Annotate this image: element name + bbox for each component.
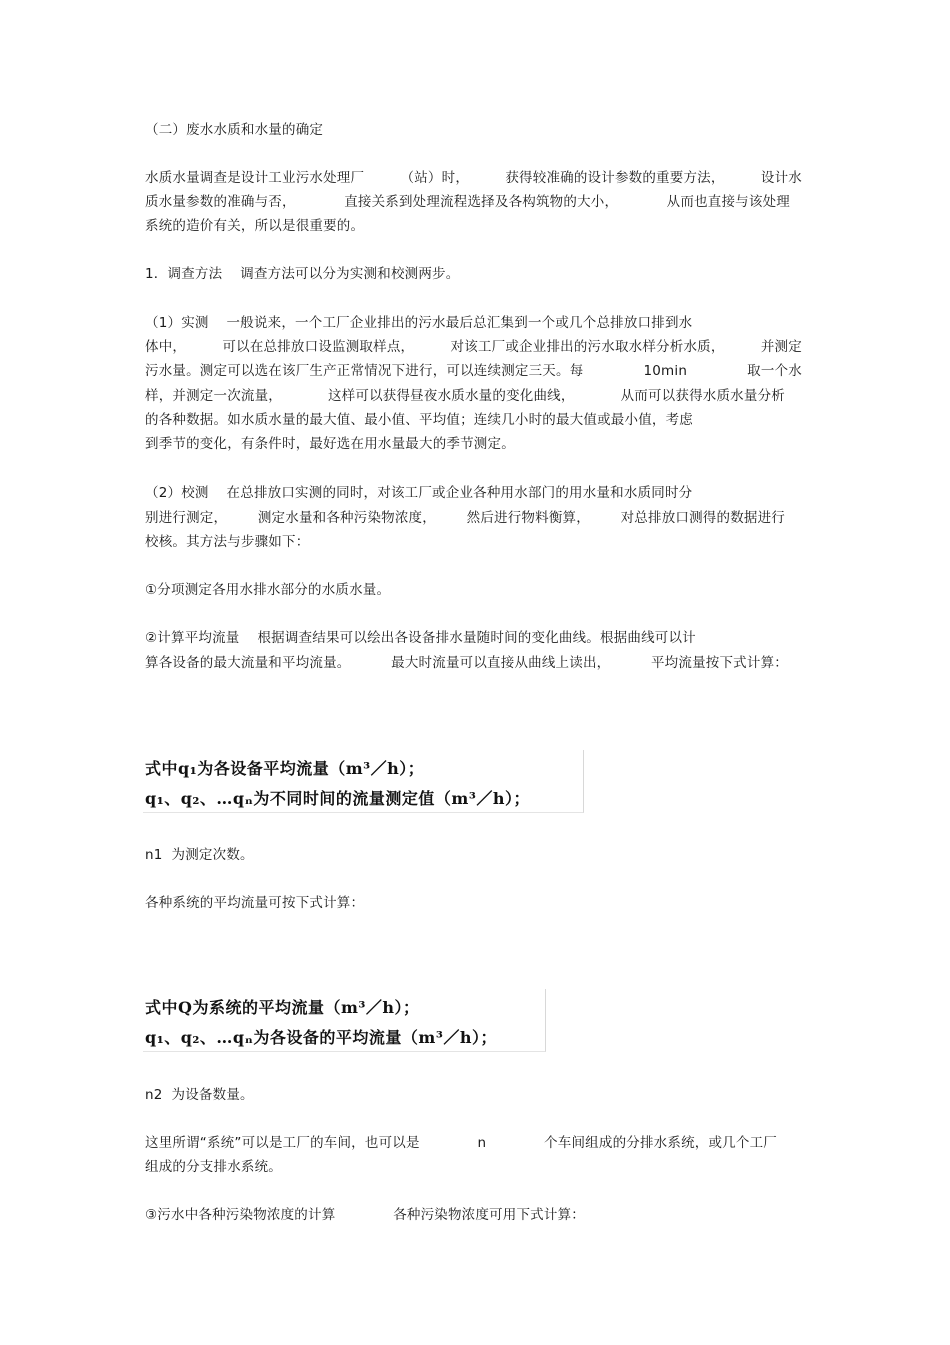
- text-run: 个车间组成的分排水系统，或几个工厂: [544, 1135, 777, 1151]
- step2-line-1: ②计算平均流量 根据调查结果可以绘出各设备排水量随时间的变化曲线。根据曲线可以计: [145, 630, 696, 646]
- text-run: 污水量。测定可以选在该厂生产正常情况下进行，可以连续测定三天。每: [145, 363, 584, 379]
- step2-line-2: [145, 655, 788, 671]
- intro-line-2: [145, 194, 790, 210]
- text-run: 平均流量按下式计算：: [650, 655, 788, 671]
- measure-line-1: （1）实测 一般说来，一个工厂企业排出的污水最后总汇集到一个或几个总排放口排到水: [145, 315, 693, 331]
- text-run: 测定水量和各种污染物浓度，: [257, 510, 436, 526]
- step3-line: [145, 1207, 585, 1223]
- text-run: 体中，: [145, 339, 187, 355]
- text-run: 对该工厂或企业排出的污水取水样分析水质，: [450, 339, 725, 355]
- text-run: 水质水量调查是设计工业污水处理厂: [145, 170, 365, 186]
- measure-line-2: [145, 339, 802, 355]
- step1-line: ①分项测定各用水排水部分的水质水量。: [145, 582, 391, 598]
- formula-image-1: [143, 750, 584, 813]
- measure-line-4: [145, 388, 785, 404]
- text-run: 质水量参数的准确与否，: [145, 194, 296, 210]
- text-run: （站）时，: [400, 170, 470, 186]
- formula2-line-1: 式中Q为系统的平均流量（m³／h）；: [145, 998, 420, 1017]
- section-title: （二）废水水质和水量的确定: [145, 122, 324, 138]
- formula1-line-1: 式中q₁为各设备平均流量（m³／h）；: [145, 759, 425, 778]
- text-run: 从而可以获得水质水量分析: [620, 388, 785, 404]
- text-run: ③污水中各种污染物浓度的计算: [145, 1207, 336, 1223]
- formula-image-2: [143, 989, 546, 1052]
- measure-line-6: 到季节的变化，有条件时，最好选在用水量最大的季节测定。: [145, 436, 515, 452]
- text-run: 这里所谓“系统”可以是工厂的车间，也可以是: [145, 1135, 420, 1151]
- text-run: 设计水: [760, 170, 802, 186]
- system-note-line-1: [145, 1135, 777, 1151]
- text-run: 最大时流量可以直接从曲线上读出，: [391, 655, 611, 671]
- intro-line-1: [145, 170, 802, 186]
- measure-line-3: [145, 363, 802, 379]
- text-run: 10min: [643, 363, 688, 379]
- text-run: 获得较准确的设计参数的重要方法，: [505, 170, 725, 186]
- text-run: 别进行测定，: [145, 510, 228, 526]
- system-average-line: 各种系统的平均流量可按下式计算：: [145, 895, 365, 911]
- text-run: 从而也直接与该处理: [666, 194, 790, 210]
- n1-note: n1 为测定次数。: [145, 847, 254, 863]
- check-line-3: 校核。其方法与步骤如下：: [145, 534, 310, 550]
- system-note-line-2: 组成的分支排水系统。: [145, 1159, 282, 1175]
- check-line-2: [145, 510, 785, 526]
- text-run: 对总排放口测得的数据进行: [620, 510, 785, 526]
- text-run: 然后进行物料衡算，: [466, 510, 590, 526]
- text-run: 算各设备的最大流量和平均流量。: [145, 655, 351, 671]
- text-run: 样，并测定一次流量，: [145, 388, 282, 404]
- text-run: 各种污染物浓度可用下式计算：: [393, 1207, 585, 1223]
- check-line-1: （2）校测 在总排放口实测的同时，对该工厂或企业各种用水部门的用水量和水质同时分: [145, 485, 693, 501]
- text-run: 这样可以获得昼夜水质水量的变化曲线，: [327, 388, 575, 404]
- intro-line-3: 系统的造价有关，所以是很重要的。: [145, 218, 365, 234]
- formula2-line-2: q₁、q₂、…qₙ为各设备的平均流量（m³／h）；: [145, 1028, 497, 1047]
- n2-note: n2 为设备数量。: [145, 1087, 254, 1103]
- text-run: n: [477, 1135, 487, 1151]
- method-heading: 1．调查方法 调查方法可以分为实测和校测两步。: [145, 266, 460, 282]
- text-run: 可以在总排放口设监测取样点，: [222, 339, 415, 355]
- formula1-line-2: q₁、q₂、…qₙ为不同时间的流量测定值（m³／h）；: [145, 789, 530, 808]
- text-run: 取一个水: [747, 363, 802, 379]
- measure-line-5: 的各种数据。如水质水量的最大值、最小值、平均值；连续几小时的最大值或最小值，考虑: [145, 412, 693, 428]
- text-run: 并测定: [760, 339, 802, 355]
- text-run: 直接关系到处理流程选择及各构筑物的大小，: [344, 194, 619, 210]
